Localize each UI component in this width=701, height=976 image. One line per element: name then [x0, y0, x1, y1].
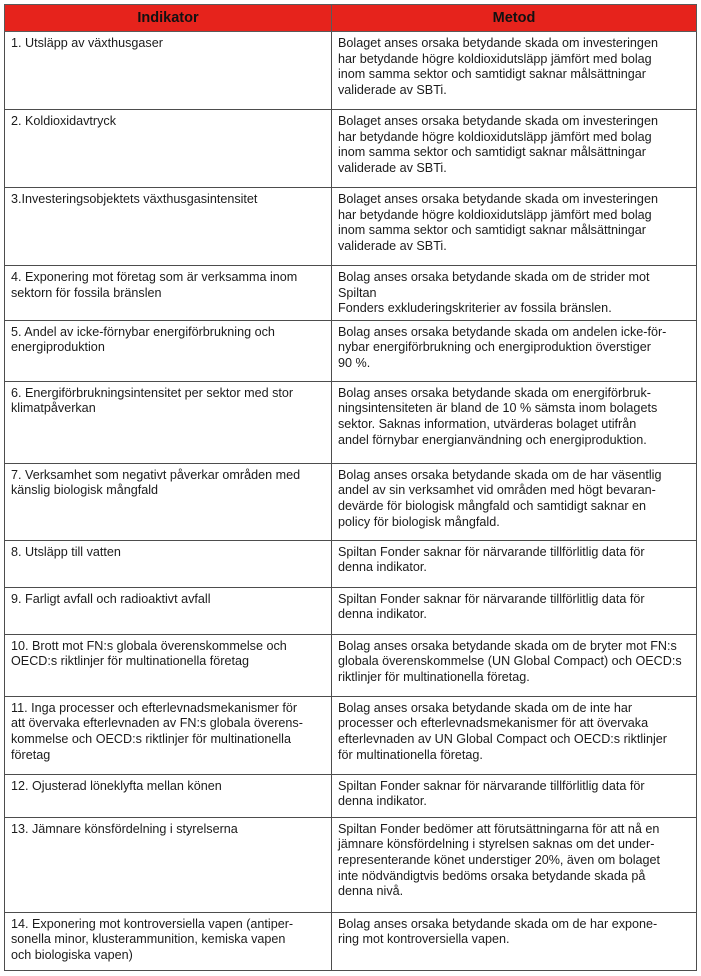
indicator-cell: 4. Exponering mot företag som är verksamma inom sektorn för fossila bränslen: [5, 266, 332, 321]
indicator-cell: 8. Utsläpp till vatten: [5, 540, 332, 587]
method-cell: Bolag anses orsaka betydande skada om andelen icke-för- nybar energiförbrukning och energiproduktion överstiger 90 %.: [332, 320, 697, 381]
indicator-cell: 13. Jämnare könsfördelning i styrelserna: [5, 817, 332, 912]
indicator-cell: 14. Exponering mot kontroversiella vapen (antiper- sonella minor, klusterammunition, kemiska vapen och biologiska vapen): [5, 912, 332, 970]
method-cell: Bolag anses orsaka betydande skada om de strider mot Spiltan Fonders exkluderingskriterier av fossila bränslen.: [332, 266, 697, 321]
method-cell: Spiltan Fonder saknar för närvarande tillförlitlig data för denna indikator.: [332, 774, 697, 817]
method-cell: Bolag anses orsaka betydande skada om energiförbruk- ningsintensiteten är bland de 10 % sämsta inom bolagets sektor. Saknas information, utvärderas bolaget utifrån andel förnybar energianvändning och energiproduktion.: [332, 381, 697, 463]
indicator-method-table: [4, 4, 697, 971]
method-cell: Spiltan Fonder bedömer att förutsättningarna för att nå en jämnare könsfördelning i styrelsen saknas om det under- representerande könet understiger 20%, även om bolaget inte nödvändigtvis bedöms orsaka betydande skada på denna nivå.: [332, 817, 697, 912]
indicator-cell: 9. Farligt avfall och radioaktivt avfall: [5, 587, 332, 634]
table-row: [5, 188, 697, 266]
method-cell: Bolag anses orsaka betydande skada om de inte har processer och efterlevnadsmekanismer för att övervaka efterlevnaden av UN Global Compact och OECD:s riktlinjer för multinationella företag.: [332, 696, 697, 774]
indicator-cell: 7. Verksamhet som negativt påverkar områden med känslig biologisk mångfald: [5, 463, 332, 540]
header-method: Metod: [332, 5, 697, 32]
method-cell: Bolaget anses orsaka betydande skada om investeringen har betydande högre koldioxidutsläpp jämfört med bolag inom samma sektor och samtidigt saknar målsättningar validerade av SBTi.: [332, 32, 697, 110]
indicator-cell: 3.Investeringsobjektets växthusgasintensitet: [5, 188, 332, 266]
table-row: [5, 463, 697, 540]
table-row: [5, 110, 697, 188]
indicator-cell: 1. Utsläpp av växthusgaser: [5, 32, 332, 110]
method-cell: Bolaget anses orsaka betydande skada om investeringen har betydande högre koldioxidutsläpp jämfört med bolag inom samma sektor och samtidigt saknar målsättningar validerade av SBTi.: [332, 188, 697, 266]
method-cell: Bolag anses orsaka betydande skada om de har expone- ring mot kontroversiella vapen.: [332, 912, 697, 970]
table-row: [5, 696, 697, 774]
indicator-cell: 12. Ojusterad löneklyfta mellan könen: [5, 774, 332, 817]
table-row: [5, 381, 697, 463]
method-cell: Spiltan Fonder saknar för närvarande tillförlitlig data för denna indikator.: [332, 540, 697, 587]
table-row: [5, 266, 697, 321]
table-row: [5, 540, 697, 587]
table-row: [5, 320, 697, 381]
header-row: [5, 5, 697, 32]
indicator-cell: 2. Koldioxidavtryck: [5, 110, 332, 188]
indicator-cell: 5. Andel av icke-förnybar energiförbrukning och energiproduktion: [5, 320, 332, 381]
table-row: [5, 32, 697, 110]
indicator-cell: 10. Brott mot FN:s globala överenskommelse och OECD:s riktlinjer för multinationella företag: [5, 634, 332, 696]
method-cell: Bolaget anses orsaka betydande skada om investeringen har betydande högre koldioxidutsläpp jämfört med bolag inom samma sektor och samtidigt saknar målsättningar validerade av SBTi.: [332, 110, 697, 188]
table-row: [5, 774, 697, 817]
method-cell: Bolag anses orsaka betydande skada om de bryter mot FN:s globala överenskommelse (UN Global Compact) och OECD:s riktlinjer för multinationella företag.: [332, 634, 697, 696]
indicator-cell: 6. Energiförbrukningsintensitet per sektor med stor klimatpåverkan: [5, 381, 332, 463]
header-indicator: Indikator: [5, 5, 332, 32]
indicator-cell: 11. Inga processer och efterlevnadsmekanismer för att övervaka efterlevnaden av FN:s globala överens- kommelse och OECD:s riktlinjer för multinationella företag: [5, 696, 332, 774]
method-cell: Bolag anses orsaka betydande skada om de har väsentlig andel av sin verksamhet vid områden med högt bevaran- devärde för biologisk mångfald och samtidigt saknar en policy för biologisk mångfald.: [332, 463, 697, 540]
method-cell: Spiltan Fonder saknar för närvarande tillförlitlig data för denna indikator.: [332, 587, 697, 634]
table-row: [5, 912, 697, 970]
table-row: [5, 817, 697, 912]
table-row: [5, 587, 697, 634]
table-row: [5, 634, 697, 696]
